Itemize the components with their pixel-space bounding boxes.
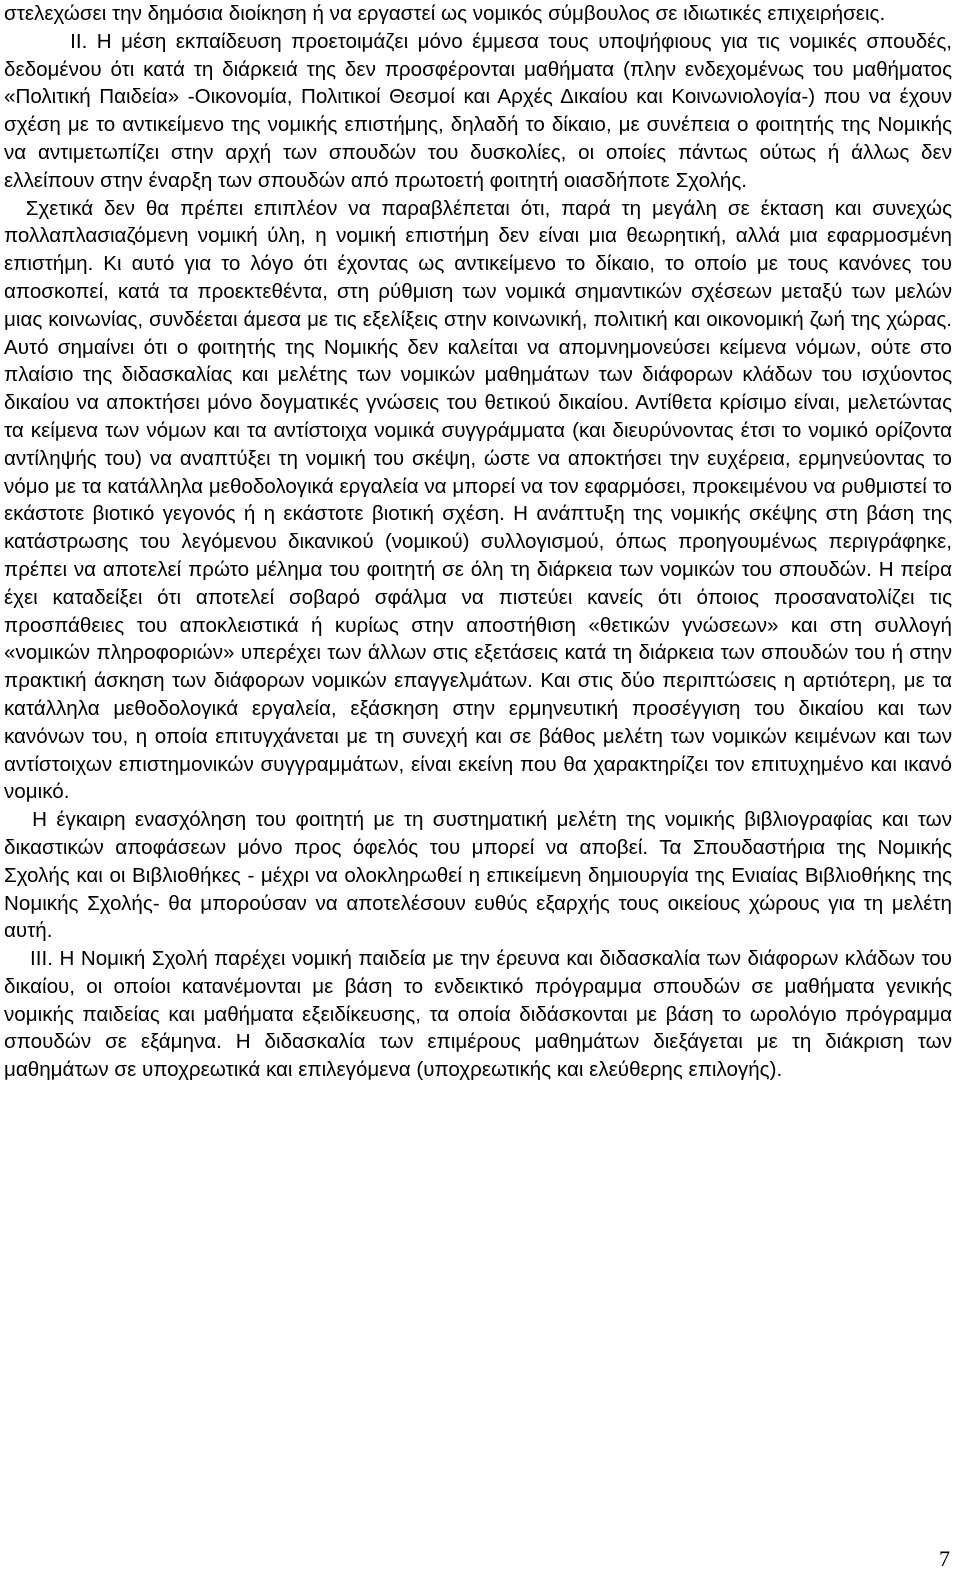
page-number: 7 (939, 1546, 950, 1571)
paragraph-continuation: στελεχώσει την δημόσια διοίκηση ή να εργαστεί ως νομικός σύμβουλος σε ιδιωτικές επιχειρήσεις. (4, 2, 886, 25)
document-body (4, 0, 958, 1084)
paragraph-section-iii: III. Η Νομική Σχολή παρέχει νομική παιδεία με την έρευνα και διδασκαλία των διάφορων κλάδων του δικαίου, οι οποίοι κατανέμονται με βάση το ενδεικτικό πρόγραμμα σπουδών σε μαθήματα γενικής νομικής παιδείας και μαθήματα εξειδίκευσης, τα οποία διδάσκονται με βάση το ωρολόγιο πρόγραμμα σπουδών σε εξάμηνα. Η διδασκαλία των επιμέρους μαθημάτων διεξάγεται με τη διάκριση των μαθημάτων σε υποχρεωτικά και επιλεγόμενα (υποχρεωτικής και ελεύθερης επιλογής). (4, 947, 958, 1082)
paragraph-bibliography-study: Η έγκαιρη ενασχόληση του φοιτητή με τη συστηματική μελέτη της νομικής βιβλιογραφίας και των δικαστικών αποφάσεων μόνο προς όφελός του μπορεί να αποβεί. Τα Σπουδαστήρια της Νομικής Σχολής και οι Βιβλιοθήκες - μέχρι να ολοκληρωθεί η επικείμενη δημιουργία της Ενιαίας Βιβλιοθήκης της Νομικής Σχολής- θα μπορούσαν να αποτελέσουν ευθύς εξαρχής τους οικείους χώρους για τη μελέτη αυτή. (4, 808, 958, 943)
paragraph-legal-science: Σχετικά δεν θα πρέπει επιπλέον να παραβλέπεται ότι, παρά τη μεγάλη σε έκταση και συνεχώς πολλαπλασιαζόμενη νομική ύλη, η νομική επιστήμη δεν είναι μια θεωρητική, αλλά μια εφαρμοσμένη επιστήμη. Κι αυτό για το λόγο ότι έχοντας ως αντικείμενο το δίκαιο, το οποίο με τους κανόνες του αποσκοπεί, κατά τα προεκτεθέντα, στη ρύθμιση των νομικά σημαντικών σχέσεων μεταξύ των μελών μιας κοινωνίας, συνδέεται άμεσα με τις εξελίξεις στην κοινωνική, πολιτική και οικονομική ζωή της χώρας. Αυτό σημαίνει ότι ο φοιτητής της Νομικής δεν καλείται να απομνημονεύσει κείμενα νόμων, ούτε στο πλαίσιο της διδασκαλίας και μελέτης των νομικών μαθημάτων των διάφορων κλάδων του ισχύοντος δικαίου να αποκτήσει μόνο δογματικές γνώσεις του θετικού δικαίου. Αντίθετα κρίσιμο είναι, μελετώντας τα κείμενα των νόμων και τα αντίστοιχα νομικά συγγράμματα (και διευρύνοντας έτσι το νομικό ορίζοντα αντίληψής του) να αναπτύξει τη νομική του σκέψη, ώστε να αποκτήσει την ευχέρεια, ερμηνεύοντας το νόμο με τα κατάλληλα μεθοδολογικά εργαλεία να μπορεί να τον εφαρμόσει, προκειμένου να ρυθμιστεί το εκάστοτε βιοτικό γεγονός ή η εκάστοτε βιοτική σχέση. Η ανάπτυξη της νομικής σκέψης στη βάση της κατάστρωσης του λεγόμενου δικανικού (νομικού) συλλογισμού, όπως προηγουμένως περιγράφηκε, πρέπει να αποτελεί πρώτο μέλημα του φοιτητή σε όλη τη διάρκεια των νομικών του σπουδών. Η πείρα έχει καταδείξει ότι αποτελεί σοβαρό σφάλμα να πιστεύει κανείς ότι όποιος προσανατολίζει τις προσπάθειες του αποκλειστικά ή κυρίως στην αποστήθιση «θετικών γνώσεων» και στη συλλογή «νομικών πληροφοριών» υπερέχει των άλλων στις εξετάσεις κατά τη διάρκεια των σπουδών του ή στην πρακτική άσκηση των διάφορων νομικών επαγγελμάτων. Και στις δύο περιπτώσεις η αρτιότερη, με τα κατάλληλα μεθοδολογικά εργαλεία, εξάσκηση στην ερμηνευτική προσέγγιση του δικαίου και των κανόνων του, η οποία επιτυγχάνεται με τη συνεχή και σε βάθος μελέτη των νομικών κειμένων και των αντίστοιχων επιστημονικών συγγραμμάτων, είναι εκείνη που θα χαρακτηρίζει τον επιτυχημένο και ικανό νομικό. (4, 196, 958, 804)
paragraph-section-ii: II. Η μέση εκπαίδευση προετοιμάζει μόνο έμμεσα τους υποψήφιους για τις νομικές σπουδές, δεδομένου ότι κατά τη διάρκειά της δεν προσφέρονται μαθήματα (πλην ενδεχομένως του μαθήματος «Πολιτική Παιδεία» -Οικονομία, Πολιτικοί Θεσμοί και Αρχές Δικαίου και Κοινωνιολογία-) που να έχουν σχέση με το αντικείμενο της νομικής επιστήμης, δηλαδή το δίκαιο, με συνέπεια ο φοιτητής της Νομικής να αντιμετωπίζει στην αρχή των σπουδών του δυσκολίες, οι οποίες πάντως ούτως ή άλλως δεν ελλείπουν στην έναρξη των σπουδών από πρωτοετή φοιτητή οιασδήποτε Σχολής. (4, 29, 958, 192)
